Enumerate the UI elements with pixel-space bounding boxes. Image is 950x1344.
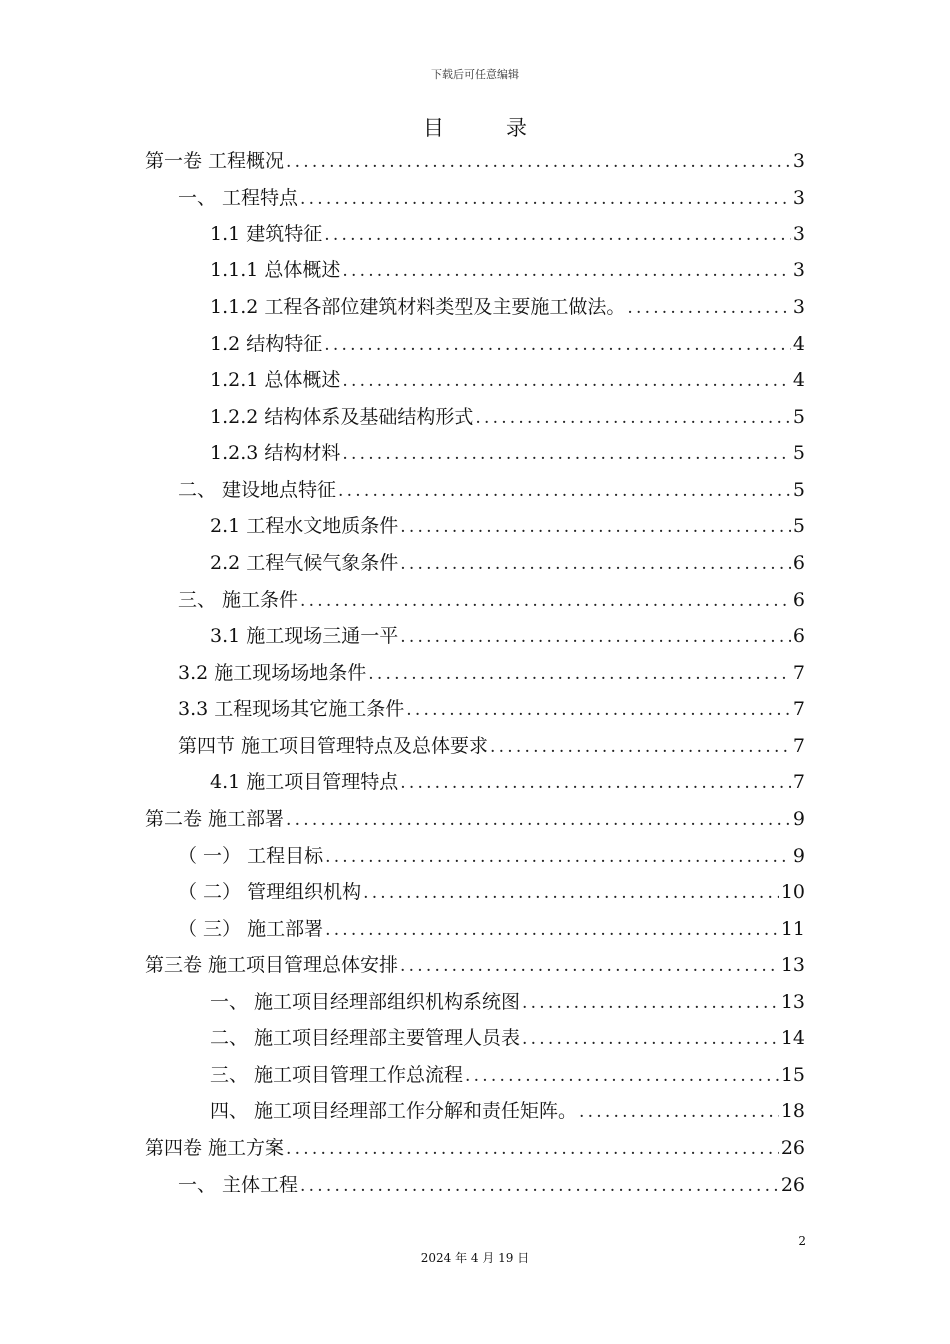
toc-leader-dots xyxy=(522,1029,779,1049)
toc-entry[interactable] xyxy=(210,987,805,1023)
toc-leader-dots xyxy=(286,152,791,172)
toc-title xyxy=(0,112,950,142)
toc-entry-label: 一、 主体工程 xyxy=(178,1174,299,1196)
toc-leader-dots xyxy=(522,993,779,1013)
toc-entry-label: 第四卷 施工方案 xyxy=(145,1137,285,1159)
toc-entry[interactable] xyxy=(210,219,805,255)
toc-entry[interactable] xyxy=(210,365,805,401)
toc-entry-label: 1.1.1 总体概述 xyxy=(210,259,341,281)
toc-entry[interactable] xyxy=(178,1170,805,1206)
toc-leader-dots xyxy=(406,700,791,720)
toc-entry-page: 7 xyxy=(792,735,805,757)
toc-entry-label: 2.2 工程气候气象条件 xyxy=(210,552,399,574)
toc-entry-label: （ 二） 管理组织机构 xyxy=(178,881,362,903)
toc-leader-dots xyxy=(400,627,791,647)
toc-entry-page: 10 xyxy=(780,881,805,903)
toc-entry-label: 一、 施工项目经理部组织机构系统图 xyxy=(210,991,521,1013)
toc-entry-page: 5 xyxy=(792,515,805,537)
toc-leader-dots xyxy=(300,189,791,209)
toc-entry-page: 18 xyxy=(780,1100,805,1122)
header-note: 下载后可任意编辑 xyxy=(431,68,519,81)
toc-leader-dots xyxy=(400,956,779,976)
toc-entry[interactable] xyxy=(178,475,805,511)
toc-leader-dots xyxy=(342,261,791,281)
toc-entry-page: 6 xyxy=(792,625,805,647)
toc-entry[interactable] xyxy=(145,146,805,182)
toc-entry-label: 3.1 施工现场三通一平 xyxy=(210,625,399,647)
toc-leader-dots xyxy=(465,1066,779,1086)
toc-entry-page: 4 xyxy=(792,333,805,355)
toc-entry[interactable] xyxy=(210,402,805,438)
toc-entry-page: 6 xyxy=(792,552,805,574)
toc-entry-page: 11 xyxy=(780,918,805,940)
toc-entry[interactable] xyxy=(145,1133,805,1169)
toc-entry-label: 1.2.2 结构体系及基础结构形式 xyxy=(210,406,474,428)
toc-leader-dots xyxy=(300,1176,779,1196)
toc-entry[interactable] xyxy=(210,1096,805,1132)
toc-entry-label: 2.1 工程水文地质条件 xyxy=(210,515,399,537)
toc-entry-page: 13 xyxy=(780,991,805,1013)
toc-entry-page: 4 xyxy=(792,369,805,391)
toc-entry[interactable] xyxy=(210,621,805,657)
toc-entry[interactable] xyxy=(210,1023,805,1059)
toc-leader-dots xyxy=(400,554,791,574)
toc-leader-dots xyxy=(627,298,791,318)
toc-entry-page: 7 xyxy=(792,698,805,720)
toc-leader-dots xyxy=(342,371,791,391)
toc-entry-label: 1.2.3 结构材料 xyxy=(210,442,341,464)
toc-entry-label: 二、 建设地点特征 xyxy=(178,479,337,501)
footer-date: 2024 年 4 月 19 日 xyxy=(420,1251,530,1265)
toc-entry[interactable] xyxy=(210,1060,805,1096)
page-number: 2 xyxy=(798,1234,806,1248)
toc-entry-page: 7 xyxy=(792,662,805,684)
toc-leader-dots xyxy=(325,920,779,940)
toc-entry-page: 5 xyxy=(792,406,805,428)
toc-entry[interactable] xyxy=(210,511,805,547)
toc-entry[interactable] xyxy=(178,694,805,730)
toc-entry-page: 5 xyxy=(792,442,805,464)
toc-entry-page: 5 xyxy=(792,479,805,501)
toc-entry-label: 第一卷 工程概况 xyxy=(145,150,285,172)
toc-entry-page: 15 xyxy=(780,1064,805,1086)
toc-entry-label: 三、 施工项目管理工作总流程 xyxy=(210,1064,464,1086)
toc-leader-dots xyxy=(475,408,791,428)
toc-entry-page: 3 xyxy=(792,223,805,245)
toc-entry[interactable] xyxy=(178,585,805,621)
toc-entry-label: （ 三） 施工部署 xyxy=(178,918,324,940)
toc-entry-page: 26 xyxy=(780,1174,805,1196)
toc-leader-dots xyxy=(300,591,791,611)
toc-entry-label: （ 一） 工程目标 xyxy=(178,845,324,867)
toc-entry[interactable] xyxy=(210,255,805,291)
toc-entry-label: 3.3 工程现场其它施工条件 xyxy=(178,698,405,720)
toc-entry[interactable] xyxy=(178,841,805,877)
toc-entry[interactable] xyxy=(178,877,805,913)
toc-entry[interactable] xyxy=(178,183,805,219)
toc-entry-label: 第二卷 施工部署 xyxy=(145,808,285,830)
toc-entry[interactable] xyxy=(210,438,805,474)
toc-leader-dots xyxy=(324,335,791,355)
toc-leader-dots xyxy=(400,517,791,537)
toc-entry-page: 9 xyxy=(792,845,805,867)
toc-entry-label: 二、 施工项目经理部主要管理人员表 xyxy=(210,1027,521,1049)
toc-entry-label: 1.2.1 总体概述 xyxy=(210,369,341,391)
toc-entry[interactable] xyxy=(210,548,805,584)
toc-entry[interactable] xyxy=(145,950,805,986)
toc-entry-page: 9 xyxy=(792,808,805,830)
toc-leader-dots xyxy=(342,444,791,464)
toc-entry-page: 3 xyxy=(792,296,805,318)
toc-entry-page: 14 xyxy=(780,1027,805,1049)
toc-entry[interactable] xyxy=(145,804,805,840)
toc-leader-dots xyxy=(325,847,791,867)
toc-entry-label: 1.1.2 工程各部位建筑材料类型及主要施工做法。 xyxy=(210,296,626,318)
toc-title-right: 录 xyxy=(506,116,527,140)
toc-entry-label: 一、 工程特点 xyxy=(178,187,299,209)
toc-leader-dots xyxy=(338,481,791,501)
toc-leader-dots xyxy=(400,773,791,793)
toc-entry-page: 3 xyxy=(792,187,805,209)
toc-entry-page: 13 xyxy=(780,954,805,976)
toc-entry-page: 3 xyxy=(792,150,805,172)
toc-entry[interactable] xyxy=(210,329,805,365)
toc-entry-label: 三、 施工条件 xyxy=(178,589,299,611)
toc-entry-label: 第四节 施工项目管理特点及总体要求 xyxy=(178,735,489,757)
toc-entry-page: 3 xyxy=(792,259,805,281)
toc-leader-dots xyxy=(368,664,791,684)
toc-leader-dots xyxy=(286,810,791,830)
toc-leader-dots xyxy=(324,225,791,245)
toc-leader-dots xyxy=(490,737,791,757)
toc-entry-label: 1.2 结构特征 xyxy=(210,333,323,355)
toc-leader-dots xyxy=(363,883,779,903)
toc-title-left: 目 xyxy=(423,116,444,140)
toc-leader-dots xyxy=(579,1102,779,1122)
toc-entry-page: 7 xyxy=(792,771,805,793)
toc-entry[interactable] xyxy=(178,731,805,767)
toc-entry-page: 6 xyxy=(792,589,805,611)
toc-entry-label: 3.2 施工现场场地条件 xyxy=(178,662,367,684)
toc-entry-label: 第三卷 施工项目管理总体安排 xyxy=(145,954,399,976)
toc-entry[interactable] xyxy=(210,767,805,803)
toc-leader-dots xyxy=(286,1139,779,1159)
toc-entry-page: 26 xyxy=(780,1137,805,1159)
toc-entry-label: 1.1 建筑特征 xyxy=(210,223,323,245)
toc-entry[interactable] xyxy=(178,914,805,950)
toc-entry[interactable] xyxy=(210,292,805,328)
toc-entry-label: 4.1 施工项目管理特点 xyxy=(210,771,399,793)
toc-entry[interactable] xyxy=(178,658,805,694)
toc-entry-label: 四、 施工项目经理部工作分解和责任矩阵。 xyxy=(210,1100,578,1122)
